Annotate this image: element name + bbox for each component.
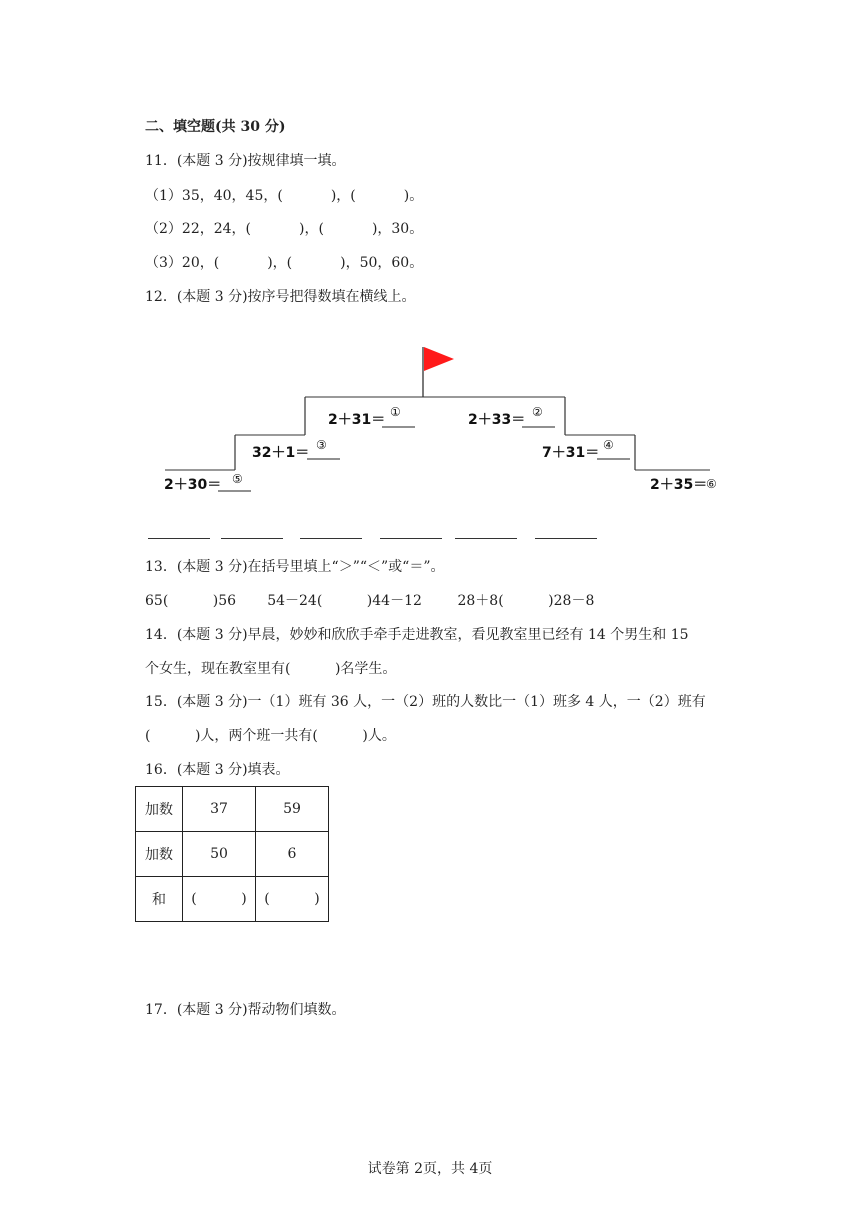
q11-line-2: （2）22，24，( )，( )，30。 xyxy=(145,221,424,237)
table-cell: 37 xyxy=(183,787,256,832)
num-5: ⑤ xyxy=(232,472,243,486)
answer-blank-3[interactable] xyxy=(300,538,362,539)
q11-line-3: （3）20，( )，( )，50，60。 xyxy=(145,255,424,271)
q14-line-1: 14．(本题 3 分)早晨，妙妙和欣欣手牵手走进教室，看见教室里已经有 14 个男生和 15 xyxy=(145,627,689,643)
sum-table xyxy=(135,786,329,922)
q11-stem: 11．(本题 3 分)按规律填一填。 xyxy=(145,153,346,169)
table-cell: 59 xyxy=(256,787,329,832)
answer-cell[interactable]: ( ) xyxy=(256,877,329,922)
num-3: ③ xyxy=(316,438,327,452)
table-cell: 和 xyxy=(136,877,183,922)
table-cell: 加数 xyxy=(136,832,183,877)
q16-stem: 16．(本题 3 分)填表。 xyxy=(145,762,290,778)
q14-line-2: 个女生，现在教室里有( )名学生。 xyxy=(145,661,397,677)
answer-blank-2[interactable] xyxy=(221,538,283,539)
num-4: ④ xyxy=(603,438,614,452)
table-row xyxy=(136,832,329,877)
num-6: ⑥ xyxy=(706,477,717,491)
q15-line-2: ( )人，两个班一共有( )人。 xyxy=(145,728,396,744)
answer-blank-5[interactable] xyxy=(455,538,517,539)
table-cell: 6 xyxy=(256,832,329,877)
answer-blank-4[interactable] xyxy=(380,538,442,539)
flag-icon xyxy=(424,347,454,371)
table-cell: 加数 xyxy=(136,787,183,832)
page-footer: 试卷第 2页，共 4页 xyxy=(367,1161,493,1177)
q13-row: 65( )56 54－24( )44－12 28＋8( )28－8 xyxy=(145,593,595,609)
eq-3: 32＋1＝ xyxy=(252,445,310,461)
num-2: ② xyxy=(532,405,543,419)
eq-1: 2＋31＝ xyxy=(328,412,386,428)
eq-2: 2＋33＝ xyxy=(468,412,526,428)
num-1: ① xyxy=(390,405,401,419)
eq-5: 2＋30＝ xyxy=(164,477,222,493)
table-cell: 50 xyxy=(183,832,256,877)
answer-blank-6[interactable] xyxy=(535,538,597,539)
section-title: 二、填空题(共 30 分) xyxy=(145,119,286,135)
q17-stem: 17．(本题 3 分)帮动物们填数。 xyxy=(145,1002,346,1018)
eq-4: 7＋31＝ xyxy=(542,445,600,461)
eq-6: 2＋35＝ xyxy=(650,477,708,493)
answer-cell[interactable]: ( ) xyxy=(183,877,256,922)
answer-blanks xyxy=(148,538,608,540)
table-row xyxy=(136,877,329,922)
answer-blank-1[interactable] xyxy=(148,538,210,539)
q11-line-1: （1）35，40，45，( )，( )。 xyxy=(145,188,424,204)
q15-line-1: 15．(本题 3 分)一（1）班有 36 人，一（2）班的人数比一（1）班多 4 人，一（2）班有 xyxy=(145,694,706,710)
q13-stem: 13．(本题 3 分)在括号里填上“＞”“＜”或“＝”。 xyxy=(145,559,445,575)
q12-stem: 12．(本题 3 分)按序号把得数填在横线上。 xyxy=(145,289,416,305)
table-row xyxy=(136,787,329,832)
stair-diagram xyxy=(150,335,740,510)
